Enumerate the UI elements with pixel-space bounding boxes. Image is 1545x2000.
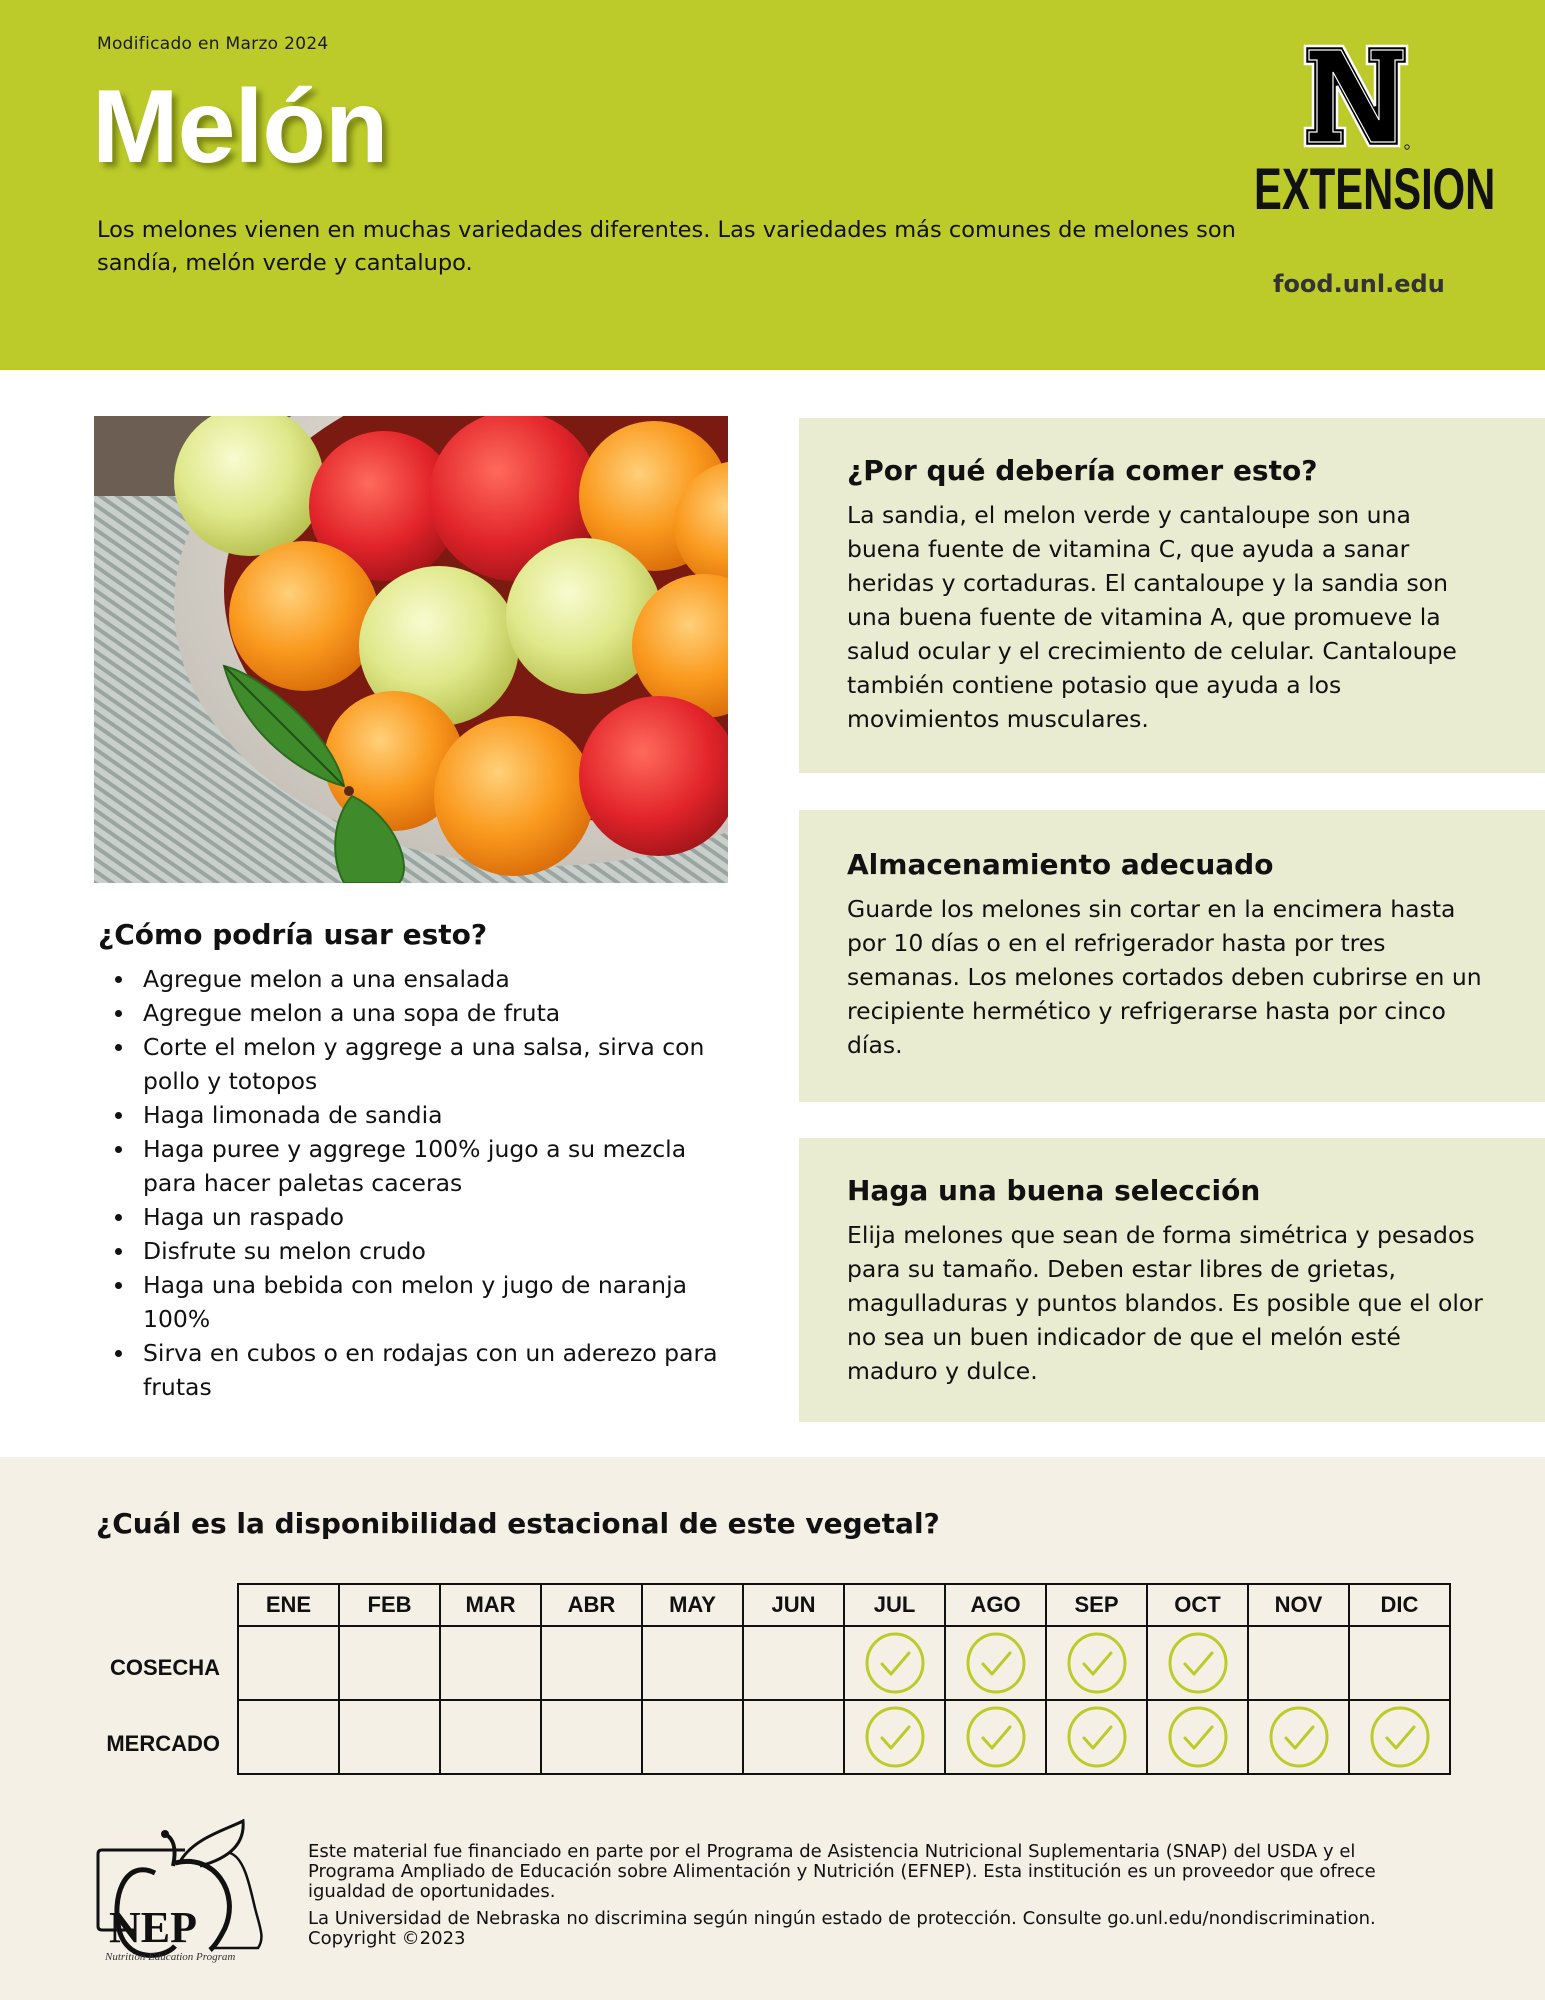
bullet-icon	[115, 1112, 122, 1119]
page-title: Melón	[92, 69, 388, 185]
cell-mercado-mar	[440, 1700, 541, 1774]
cell-cosecha-sep	[1046, 1626, 1147, 1700]
extension-wordmark: EXTENSION	[1254, 157, 1496, 222]
bullet-icon	[115, 1010, 122, 1017]
circle-check-icon	[1369, 1706, 1431, 1768]
why-eat-body: La sandia, el melon verde y cantaloupe son una buena fuente de vitamina C, que ayuda a sanar heridas y cortaduras. El cantaloupe y la sandia son una buena fuente de vitamina A, que promueve la salud ocular y el crecimiento de celular. Cantaloupe también contiene potasio que ayuda a los movimientos musculares.	[847, 501, 1457, 733]
modified-date: Modificado en Marzo 2024	[97, 34, 329, 54]
month-header-oct: OCT	[1147, 1584, 1248, 1626]
nep-logo-icon	[95, 1818, 285, 1963]
bullet-icon	[115, 1282, 122, 1289]
bullet-icon	[115, 1350, 122, 1357]
list-item: Haga puree y aggrege 100% jugo a su mezcla para hacer paletas caceras	[98, 1132, 738, 1200]
uses-list	[98, 962, 738, 1404]
nebraska-n-logo-icon	[1303, 44, 1411, 150]
cell-cosecha-mar	[440, 1626, 541, 1700]
nondiscrimination-statement: La Universidad de Nebraska no discrimina según ningún estado de protección. Consulte go.unl.edu/nondiscrimination. Copyright ©2023	[308, 1908, 1376, 1949]
list-item: Sirva en cubos o en rodajas con un aderezo para frutas	[98, 1336, 738, 1404]
cell-mercado-oct	[1147, 1700, 1248, 1774]
month-header-ago: AGO	[945, 1584, 1046, 1626]
header-banner	[0, 0, 1545, 370]
why-eat-box	[799, 418, 1545, 773]
seasonal-heading: ¿Cuál es la disponibilidad estacional de este vegetal?	[96, 1507, 940, 1540]
month-header-may: MAY	[642, 1584, 743, 1626]
cell-mercado-feb	[339, 1700, 440, 1774]
circle-check-icon	[864, 1632, 926, 1694]
cell-mercado-ene	[238, 1700, 339, 1774]
cell-cosecha-oct	[1147, 1626, 1248, 1700]
bullet-icon	[115, 1146, 122, 1153]
selection-body: Elija melones que sean de forma simétrica y pesados para su tamaño. Deben estar libres de grietas, magulladuras y puntos blandos. Es posible que el olor no sea un buen indicador de que el melón esté maduro y dulce.	[847, 1221, 1483, 1385]
circle-check-icon	[1268, 1706, 1330, 1768]
cell-mercado-abr	[541, 1700, 642, 1774]
month-header-sep: SEP	[1046, 1584, 1147, 1626]
cell-mercado-nov	[1248, 1700, 1349, 1774]
selection-box	[799, 1138, 1545, 1422]
melon-bowl-illustration	[94, 416, 728, 883]
month-header-jul: JUL	[844, 1584, 945, 1626]
selection-heading: Haga una buena selección	[847, 1174, 1261, 1207]
storage-heading: Almacenamiento adecuado	[847, 848, 1274, 881]
cell-cosecha-jun	[743, 1626, 844, 1700]
table-row-mercado	[238, 1700, 1450, 1774]
month-header-dic: DIC	[1349, 1584, 1450, 1626]
cell-mercado-jun	[743, 1700, 844, 1774]
table-row-cosecha	[238, 1626, 1450, 1700]
bullet-icon	[115, 1044, 122, 1051]
cell-mercado-may	[642, 1700, 743, 1774]
circle-check-icon	[1066, 1632, 1128, 1694]
month-header-feb: FEB	[339, 1584, 440, 1626]
uses-heading: ¿Cómo podría usar esto?	[98, 918, 488, 951]
seasonal-availability-table	[237, 1583, 1451, 1775]
storage-body: Guarde los melones sin cortar en la encimera hasta por 10 días o en el refrigerador hasta por tres semanas. Los melones cortados deben cubrirse en un recipiente hermético y refrigerarse hasta por cinco días.	[847, 895, 1482, 1059]
cell-mercado-ago	[945, 1700, 1046, 1774]
melon-balls-photo	[94, 416, 728, 883]
funding-statement: Este material fue financiado en parte por el Programa de Asistencia Nutricional Suplementaria (SNAP) del USDA y el Programa Ampliado de Educación sobre Alimentación y Nutrición (EFNEP). Esta institución es un proveedor que ofrece igualdad de oportunidades.	[308, 1841, 1376, 1902]
list-item: Haga una bebida con melon y jugo de naranja 100%	[98, 1268, 738, 1336]
circle-check-icon	[1167, 1632, 1229, 1694]
cell-cosecha-jul	[844, 1626, 945, 1700]
month-header-ene: ENE	[238, 1584, 339, 1626]
circle-check-icon	[965, 1706, 1027, 1768]
why-eat-heading: ¿Por qué debería comer esto?	[847, 454, 1318, 487]
list-item: Disfrute su melon crudo	[98, 1234, 738, 1268]
cell-cosecha-may	[642, 1626, 743, 1700]
cell-cosecha-ene	[238, 1626, 339, 1700]
bullet-icon	[115, 1248, 122, 1255]
website-link[interactable]: food.unl.edu	[1273, 270, 1445, 298]
cell-cosecha-ago	[945, 1626, 1046, 1700]
month-header-row	[238, 1584, 1450, 1626]
month-header-abr: ABR	[541, 1584, 642, 1626]
cell-mercado-jul	[844, 1700, 945, 1774]
bullet-icon	[115, 1214, 122, 1221]
bullet-icon	[115, 976, 122, 983]
list-item: Corte el melon y aggrege a una salsa, sirva con pollo y totopos	[98, 1030, 738, 1098]
cell-mercado-dic	[1349, 1700, 1450, 1774]
row-label-cosecha: COSECHA	[109, 1655, 220, 1680]
list-item: Agregue melon a una sopa de fruta	[98, 996, 738, 1030]
circle-check-icon	[1066, 1706, 1128, 1768]
list-item: Haga limonada de sandia	[98, 1098, 738, 1132]
cell-mercado-sep	[1046, 1700, 1147, 1774]
cell-cosecha-abr	[541, 1626, 642, 1700]
list-item: Agregue melon a una ensalada	[98, 962, 738, 996]
intro-text: Los melones vienen en muchas variedades diferentes. Las variedades más comunes de melones son sandía, melón verde y cantalupo.	[97, 217, 1236, 276]
month-header-nov: NOV	[1248, 1584, 1349, 1626]
month-header-jun: JUN	[743, 1584, 844, 1626]
circle-check-icon	[1167, 1706, 1229, 1768]
circle-check-icon	[965, 1632, 1027, 1694]
nep-caption: Nutrition Education Program	[105, 1951, 236, 1963]
month-header-mar: MAR	[440, 1584, 541, 1626]
row-label-mercado: MERCADO	[106, 1731, 220, 1756]
cell-cosecha-feb	[339, 1626, 440, 1700]
nep-letters: NEP	[109, 1903, 197, 1952]
cell-cosecha-dic	[1349, 1626, 1450, 1700]
cell-cosecha-nov	[1248, 1626, 1349, 1700]
footer-disclaimer	[308, 1842, 1428, 1956]
circle-check-icon	[864, 1706, 926, 1768]
storage-box	[799, 810, 1545, 1102]
list-item: Haga un raspado	[98, 1200, 738, 1234]
